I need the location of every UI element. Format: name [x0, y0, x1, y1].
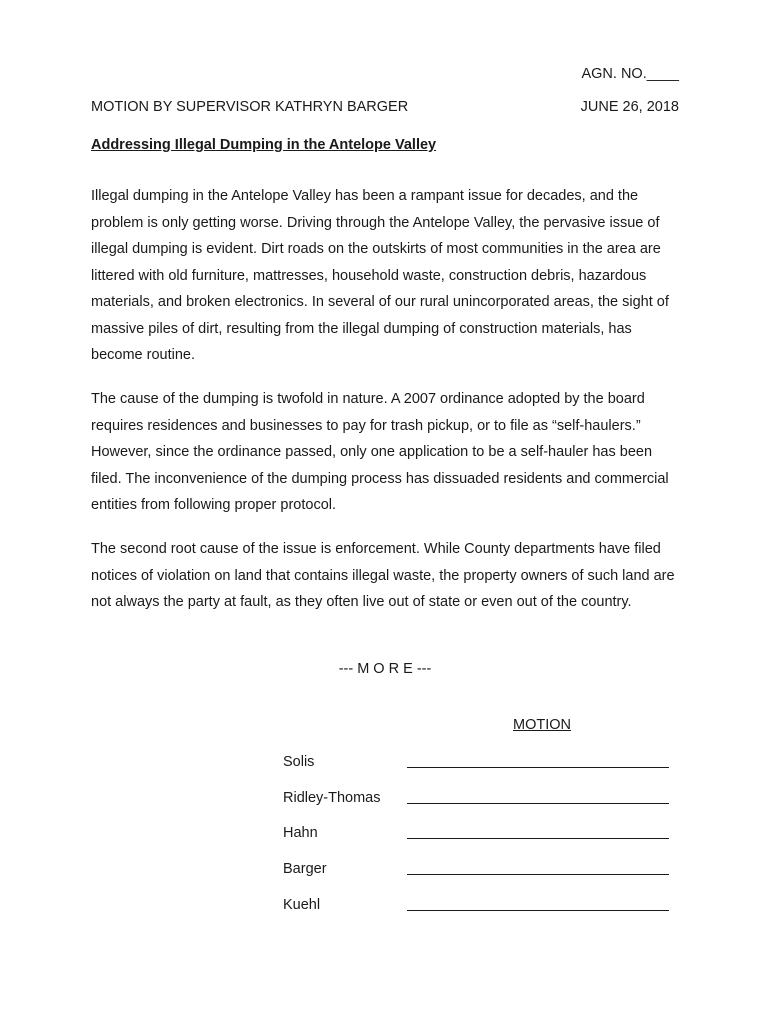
voter-name: Barger	[283, 861, 327, 877]
vote-row-hahn	[283, 823, 673, 845]
more-indicator: --- M O R E ---	[338, 661, 432, 677]
motion-title: MOTION	[513, 717, 571, 733]
signature-line	[407, 803, 669, 804]
voter-name: Solis	[283, 754, 315, 770]
motion-header	[91, 97, 679, 117]
signature-line	[407, 838, 669, 839]
paragraph-2: The cause of the dumping is twofold in nature. A 2007 ordinance adopted by the board requires residences and businesses to pay for trash pickup, or to file as “self-haulers.” However, since the ordinance passed, only one application to be a self-hauler has been filed. The inconvenience of the dumping process has dissuaded residents and commercial entities from following proper protocol.	[91, 391, 669, 513]
signature-line	[407, 767, 669, 768]
motion-mover: MOTION BY SUPERVISOR KATHRYN BARGER	[91, 99, 409, 115]
voter-name: Hahn	[283, 825, 318, 841]
motion-subject: Addressing Illegal Dumping in the Antelope Valley	[91, 137, 437, 153]
vote-row-barger	[283, 859, 673, 881]
paragraph-1: Illegal dumping in the Antelope Valley has been a rampant issue for decades, and the problem is only getting worse. Driving through the Antelope Valley, the pervasive issue of illegal dumping is evident. Dirt roads on the outskirts of most communities in the area are littered with old furniture, mattresses, household waste, construction debris, hazardous materials, and broken electronics. In several of our rural unincorporated areas, the sight of massive piles of dirt, resulting from the illegal dumping of construction materials, has become routine.	[91, 188, 669, 363]
voter-name: Kuehl	[283, 897, 321, 913]
voter-name: Ridley-Thomas	[283, 790, 381, 806]
vote-row-solis	[283, 752, 673, 774]
signature-line	[407, 910, 669, 911]
motion-date: JUNE 26, 2018	[580, 99, 679, 115]
signature-line	[407, 874, 669, 875]
vote-row-ridley-thomas	[283, 788, 673, 810]
vote-row-kuehl	[283, 895, 673, 917]
agenda-number: AGN. NO.____	[581, 66, 679, 82]
paragraph-3: The second root cause of the issue is enforcement. While County departments have filed notices of violation on land that contains illegal waste, the property owners of such land are not always the party at fault, as they often live out of state or even out of the country.	[91, 541, 675, 610]
